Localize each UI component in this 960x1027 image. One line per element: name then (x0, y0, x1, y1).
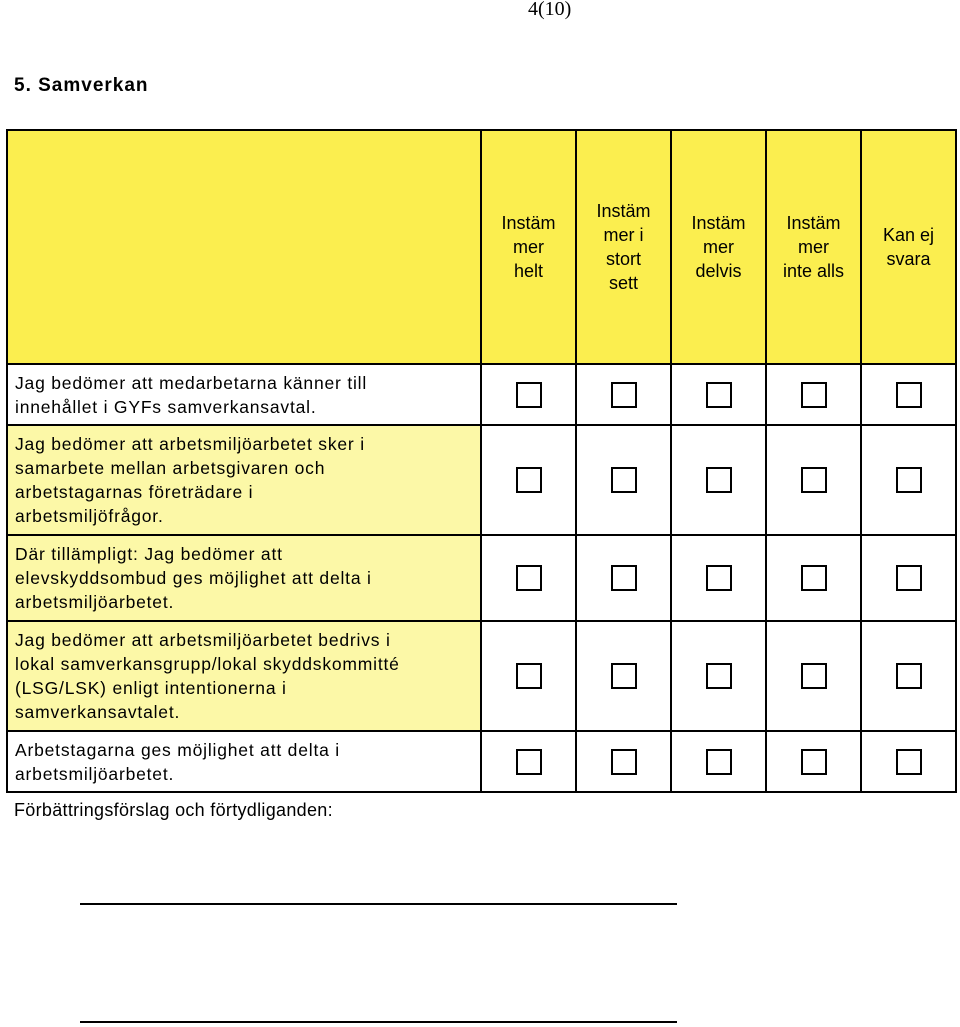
answer-checkbox-inte-alls[interactable] (801, 663, 827, 689)
answer-checkbox-delvis[interactable] (706, 749, 732, 775)
answer-checkbox-kan-ej-svara[interactable] (896, 565, 922, 591)
question-text: Där tillämpligt: Jag bedömer att elevskyddsombud ges möjlighet att delta i arbetsmiljöarbetet. (7, 535, 481, 621)
column-header-stort-sett: Instäm mer i stort sett (576, 130, 671, 364)
header-row (7, 130, 956, 364)
question-row (7, 535, 956, 621)
answer-checkbox-stort-sett[interactable] (611, 565, 637, 591)
answer-checkbox-stort-sett[interactable] (611, 663, 637, 689)
column-header-helt: Instäm mer helt (481, 130, 576, 364)
answer-checkbox-helt[interactable] (516, 663, 542, 689)
column-header-inte-alls: Instäm mer inte alls (766, 130, 861, 364)
question-text: Jag bedömer att arbetsmiljöarbetet bedrivs i lokal samverkansgrupp/lokal skyddskommitté (LSG/LSK) enligt intentionerna i samverkansavtalet. (7, 621, 481, 731)
column-header-delvis: Instäm mer delvis (671, 130, 766, 364)
question-text: Arbetstagarna ges möjlighet att delta i arbetsmiljöarbetet. (7, 731, 481, 792)
answer-checkbox-helt[interactable] (516, 382, 542, 408)
answer-checkbox-inte-alls[interactable] (801, 382, 827, 408)
survey-table (6, 129, 957, 793)
question-row (7, 364, 956, 425)
answer-checkbox-inte-alls[interactable] (801, 749, 827, 775)
question-row (7, 425, 956, 535)
header-blank-cell (7, 130, 481, 364)
answer-checkbox-delvis[interactable] (706, 565, 732, 591)
answer-checkbox-helt[interactable] (516, 749, 542, 775)
question-text: Jag bedömer att medarbetarna känner till innehållet i GYFs samverkansavtal. (7, 364, 481, 425)
answer-checkbox-stort-sett[interactable] (611, 467, 637, 493)
column-header-kan-ej-svara: Kan ej svara (861, 130, 956, 364)
answer-checkbox-helt[interactable] (516, 467, 542, 493)
answer-checkbox-delvis[interactable] (706, 382, 732, 408)
notes-writing-line[interactable] (80, 903, 677, 905)
section-title: 5. Samverkan (14, 75, 149, 96)
answer-checkbox-delvis[interactable] (706, 467, 732, 493)
answer-checkbox-kan-ej-svara[interactable] (896, 749, 922, 775)
answer-checkbox-inte-alls[interactable] (801, 565, 827, 591)
question-text: Jag bedömer att arbetsmiljöarbetet sker i samarbete mellan arbetsgivaren och arbetstagarnas företrädare i arbetsmiljöfrågor. (7, 425, 481, 535)
question-row (7, 731, 956, 792)
answer-checkbox-stort-sett[interactable] (611, 749, 637, 775)
notes-label: Förbättringsförslag och förtydliganden: (14, 800, 333, 820)
answer-checkbox-delvis[interactable] (706, 663, 732, 689)
answer-checkbox-kan-ej-svara[interactable] (896, 467, 922, 493)
question-row (7, 621, 956, 731)
answer-checkbox-helt[interactable] (516, 565, 542, 591)
answer-checkbox-kan-ej-svara[interactable] (896, 663, 922, 689)
answer-checkbox-inte-alls[interactable] (801, 467, 827, 493)
answer-checkbox-kan-ej-svara[interactable] (896, 382, 922, 408)
answer-checkbox-stort-sett[interactable] (611, 382, 637, 408)
notes-writing-line[interactable] (80, 1021, 677, 1023)
page-number: 4(10) (528, 0, 572, 20)
